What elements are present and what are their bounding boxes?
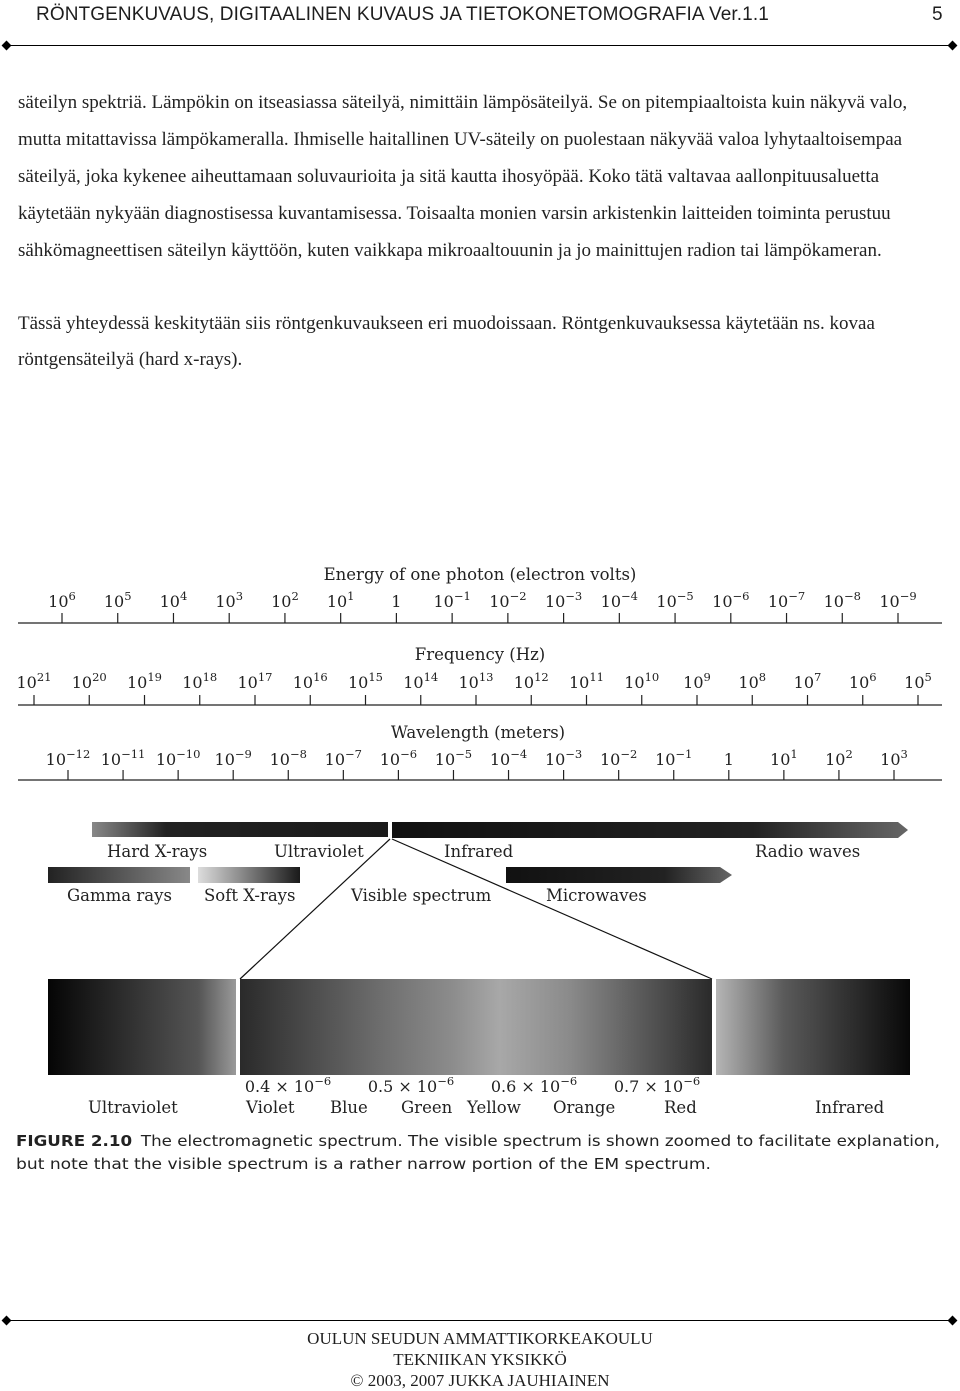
zoom-line-right	[392, 839, 712, 979]
running-header-title: RÖNTGENKUVAUS, DIGITAALINEN KUVAUS JA TIETOKONETOMOGRAFIA Ver.1.1	[36, 4, 769, 25]
footer-copyright: © 2003, 2007 JUKKA JAUHIAINEN	[350, 1371, 610, 1390]
frequency-tick-label: $10^5$	[904, 670, 932, 692]
em-spectrum-figure	[0, 555, 960, 1185]
wavelength-tick-label: $10^{-4}$	[489, 747, 528, 769]
wavelength-tick-label: $10^{-3}$	[544, 747, 583, 769]
energy-tick-label: $10^{-3}$	[544, 589, 583, 611]
footer-rule-right-diamond	[948, 1316, 958, 1326]
wavelength-tick-label: $10^{-5}$	[434, 747, 473, 769]
band-label-microwaves: Microwaves	[546, 886, 647, 905]
energy-tick-label: $10^3$	[215, 589, 244, 611]
figure-caption-line1	[16, 1132, 940, 1150]
page-number: 5	[932, 4, 943, 25]
frequency-tick-label: $10^{13}$	[458, 670, 494, 692]
frequency-tick-label: $10^9$	[683, 670, 711, 692]
wavelength-tick-label: $10^{-6}$	[379, 747, 418, 769]
energy-tick-label: $10^{-8}$	[823, 589, 861, 611]
figure-caption-label: FIGURE 2.10	[16, 1132, 122, 1150]
frequency-tick-label: $10^{11}$	[569, 670, 604, 692]
band-bar-short	[92, 822, 388, 837]
visible-label-orange: Orange	[553, 1098, 616, 1117]
frequency-tick-label: $10^6$	[848, 670, 877, 692]
wavelength-tick-labels	[46, 747, 908, 780]
frequency-tick-label: $10^{10}$	[624, 670, 660, 692]
footer	[0, 1328, 960, 1391]
frequency-tick-label: $10^7$	[793, 670, 822, 692]
energy-tick-label: $10^{-2}$	[489, 589, 527, 611]
wavelength-tick-label: 1	[723, 750, 734, 769]
band-label-radio-waves: Radio waves	[755, 842, 861, 861]
energy-tick-label: $10^{-1}$	[433, 589, 471, 611]
band-label-soft-xrays: Soft X-rays	[204, 886, 296, 905]
energy-tick-label: $10^4$	[159, 589, 188, 611]
frequency-tick-label: $10^8$	[738, 670, 767, 692]
wavelength-tick-label: $10^{-2}$	[600, 747, 638, 769]
paragraph-xray-focus: Tässä yhteydessä keskitytään siis röntgenkuvaukseen eri muodoissaan. Röntgenkuvauksessa käytetään ns. kovaa röntgensäteilyä (hard x-rays).	[18, 312, 875, 371]
band-bar-long-arrow	[392, 822, 908, 838]
energy-tick-label: $10^5$	[103, 589, 132, 611]
frequency-tick-labels	[17, 670, 932, 705]
infrared-strip	[716, 979, 910, 1075]
figure-caption-text1: The electromagnetic spectrum. The visible spectrum is shown zoomed to facilitate explanation,	[140, 1132, 869, 1150]
band-label-gamma-rays: Gamma rays	[67, 886, 172, 905]
energy-tick-label: $10^1$	[326, 589, 355, 611]
energy-tick-label: $10^2$	[271, 589, 299, 611]
wavelength-tick-label: $10^{-12}$	[45, 747, 91, 769]
visible-label-infrared: Infrared	[815, 1098, 885, 1117]
band-bar-gamma-arrow	[48, 867, 190, 883]
frequency-tick-label: $10^{12}$	[513, 670, 549, 692]
visible-label-red: Red	[664, 1098, 697, 1117]
energy-tick-label: $10^{-5}$	[656, 589, 694, 611]
visible-label-ultraviolet: Ultraviolet	[88, 1098, 178, 1117]
visible-strip	[240, 979, 712, 1075]
visible-wavelength-value: $0.6 \times 10^{-6}$	[490, 1074, 578, 1096]
header-rule-left-diamond	[2, 41, 12, 51]
wavelength-tick-label: $10^2$	[825, 747, 853, 769]
wavelength-tick-label: $10^{-11}$	[100, 747, 146, 769]
footer-rule	[6, 1320, 952, 1321]
frequency-tick-label: $10^{19}$	[127, 670, 162, 692]
wavelength-tick-label: $10^{-1}$	[655, 747, 693, 769]
frequency-axis-title: Frequency (Hz)	[414, 645, 546, 664]
visible-label-green: Green	[401, 1098, 453, 1117]
figure-caption-line2: but note that the visible spectrum is a rather narrow portion of the EM spectrum.	[16, 1155, 711, 1173]
header-rule	[6, 45, 952, 46]
wavelength-tick-label: $10^{-7}$	[324, 747, 362, 769]
visible-wavelength-value: $0.4 \times 10^{-6}$	[244, 1074, 332, 1096]
frequency-tick-label: $10^{14}$	[403, 670, 439, 692]
frequency-tick-label: $10^{17}$	[237, 670, 273, 692]
energy-tick-label: 1	[391, 592, 402, 611]
wavelength-tick-label: $10^{-10}$	[155, 747, 201, 769]
body-text	[18, 85, 948, 379]
frequency-tick-label: $10^{21}$	[16, 670, 52, 692]
energy-tick-label: $10^{-7}$	[767, 589, 806, 611]
footer-unit: TEKNIIKAN YKSIKKÖ	[393, 1350, 567, 1369]
visible-wavelength-values	[245, 1074, 700, 1096]
frequency-tick-label: $10^{20}$	[71, 670, 107, 692]
band-label-visible-spectrum: Visible spectrum	[351, 886, 492, 905]
band-label-infrared: Infrared	[444, 842, 514, 861]
footer-school: OULUN SEUDUN AMMATTIKORKEAKOULU	[307, 1329, 653, 1348]
paragraph-spectrum: säteilyn spektriä. Lämpökin on itseasiassa säteilyä, nimittäin lämpösäteilyä. Se on pitempiaaltoista kuin näkyvä valo, mutta mitattavissa lämpökameralla. Ihmiselle haitallinen UV-säteily on puolestaan näkyvää valoa lyhytaaltoisempaa säteilyä, joka kykenee aiheuttamaan soluvaurioita ja sitä kautta ihosyöpää. Koko tätä valtavaa aallonpituusaluetta käytetään nykyään diagnostisessa kuvantamisessa. Toisaalta monien varsin arkistenkin laitteiden toiminta perustuu sähkömagneettisen säteilyn käyttöön, kuten vaikkapa mikroaaltouunin ja jo mainittujen radion tai lämpökameran.	[18, 92, 908, 261]
frequency-tick-label: $10^{15}$	[348, 670, 383, 692]
band-bar-soft-xray	[198, 867, 300, 883]
energy-tick-label: $10^6$	[48, 589, 76, 611]
wavelength-axis-title: Wavelength (meters)	[390, 723, 566, 742]
energy-tick-labels	[48, 589, 917, 623]
visible-wavelength-value: $0.5 \times 10^{-6}$	[367, 1074, 455, 1096]
band-bar-microwave-arrow	[506, 867, 732, 883]
wavelength-tick-label: $10^{-9}$	[214, 747, 252, 769]
wavelength-tick-label: $10^3$	[880, 747, 908, 769]
visible-label-blue: Blue	[330, 1098, 368, 1117]
visible-label-yellow: Yellow	[467, 1098, 521, 1117]
energy-tick-label: $10^{-9}$	[879, 589, 917, 611]
band-label-ultraviolet: Ultraviolet	[274, 842, 364, 861]
visible-wavelength-value: $0.7 \times 10^{-6}$	[613, 1074, 701, 1096]
footer-rule-left-diamond	[2, 1316, 12, 1326]
energy-tick-label: $10^{-6}$	[712, 589, 750, 611]
ultraviolet-strip	[48, 979, 236, 1075]
header-rule-right-diamond	[948, 41, 958, 51]
frequency-tick-label: $10^{18}$	[182, 670, 218, 692]
energy-tick-label: $10^{-4}$	[600, 589, 638, 611]
wavelength-tick-label: $10^{-8}$	[269, 747, 307, 769]
wavelength-tick-label: $10^1$	[770, 747, 798, 769]
energy-axis-title: Energy of one photon (electron volts)	[323, 565, 637, 584]
frequency-tick-label: $10^{16}$	[292, 670, 328, 692]
band-label-hard-xrays: Hard X-rays	[107, 842, 208, 861]
visible-label-violet: Violet	[246, 1098, 295, 1117]
